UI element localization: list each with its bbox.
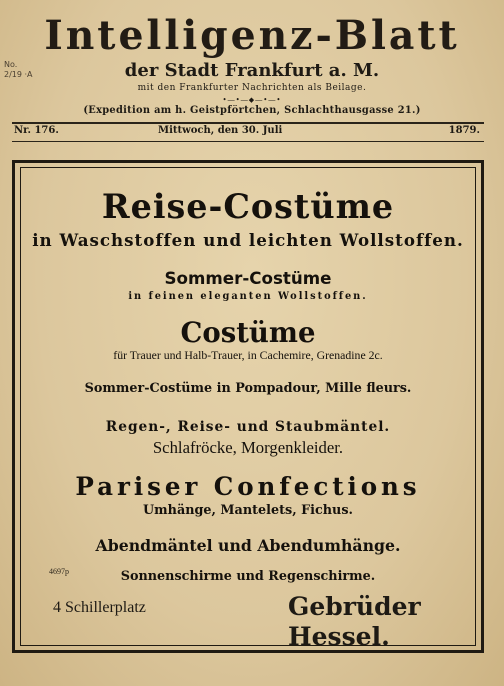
ornament-divider: •―•―◆―•―•: [222, 96, 282, 104]
ad-line: Sonnenschirme und Regenschirme.: [120, 569, 376, 584]
ad-line: Pariser Confections: [75, 472, 421, 501]
ad-line: Sommer-Costüme in Pompadour, Mille fleurs.: [84, 381, 412, 396]
ad-line: Costüme: [180, 316, 316, 349]
ad-line: Regen-, Reise- und Staubmäntel.: [105, 419, 391, 435]
ad-headline: Reise-Costüme: [101, 187, 395, 227]
ad-line: Umhänge, Mantelets, Fichus.: [143, 503, 353, 518]
masthead-note: mit den Frankfurter Nachrichten als Beilage.: [137, 83, 367, 93]
expedition-address: (Expedition am h. Geistpförtchen, Schlachthausgasse 21.): [83, 105, 421, 116]
margin-note-2: 2/19 ·A: [4, 70, 33, 79]
ad-signature: Gebrüder Hessel.: [288, 592, 421, 651]
ad-line: in Waschstoffen und leichten Wollstoffen.: [32, 231, 464, 251]
issue-year: 1879.: [448, 125, 480, 136]
masthead-title: Intelligenz-Blatt: [44, 12, 460, 59]
margin-note: No.: [4, 60, 18, 69]
ad-line: in feinen eleganten Wollstoffen.: [128, 291, 368, 302]
ad-line: Schlafröcke, Morgenkleider.: [152, 438, 344, 457]
ad-line: Sommer-Costüme: [164, 269, 332, 289]
ad-address: 4 Schillerplatz: [53, 599, 146, 616]
ad-line: Abendmäntel und Abendumhänge.: [95, 536, 401, 555]
top-rule: [12, 122, 484, 124]
bottom-rule: [12, 141, 484, 142]
issue-number: Nr. 176.: [14, 125, 59, 136]
ad-line: für Trauer und Halb-Trauer, in Cachemire, Grenadine 2c.: [113, 348, 383, 362]
ad-code: 4697p: [49, 567, 69, 576]
issue-date: Mittwoch, den 30. Juli: [158, 125, 283, 136]
masthead-subtitle: der Stadt Frankfurt a. M.: [124, 60, 380, 81]
dateline: [14, 125, 480, 139]
